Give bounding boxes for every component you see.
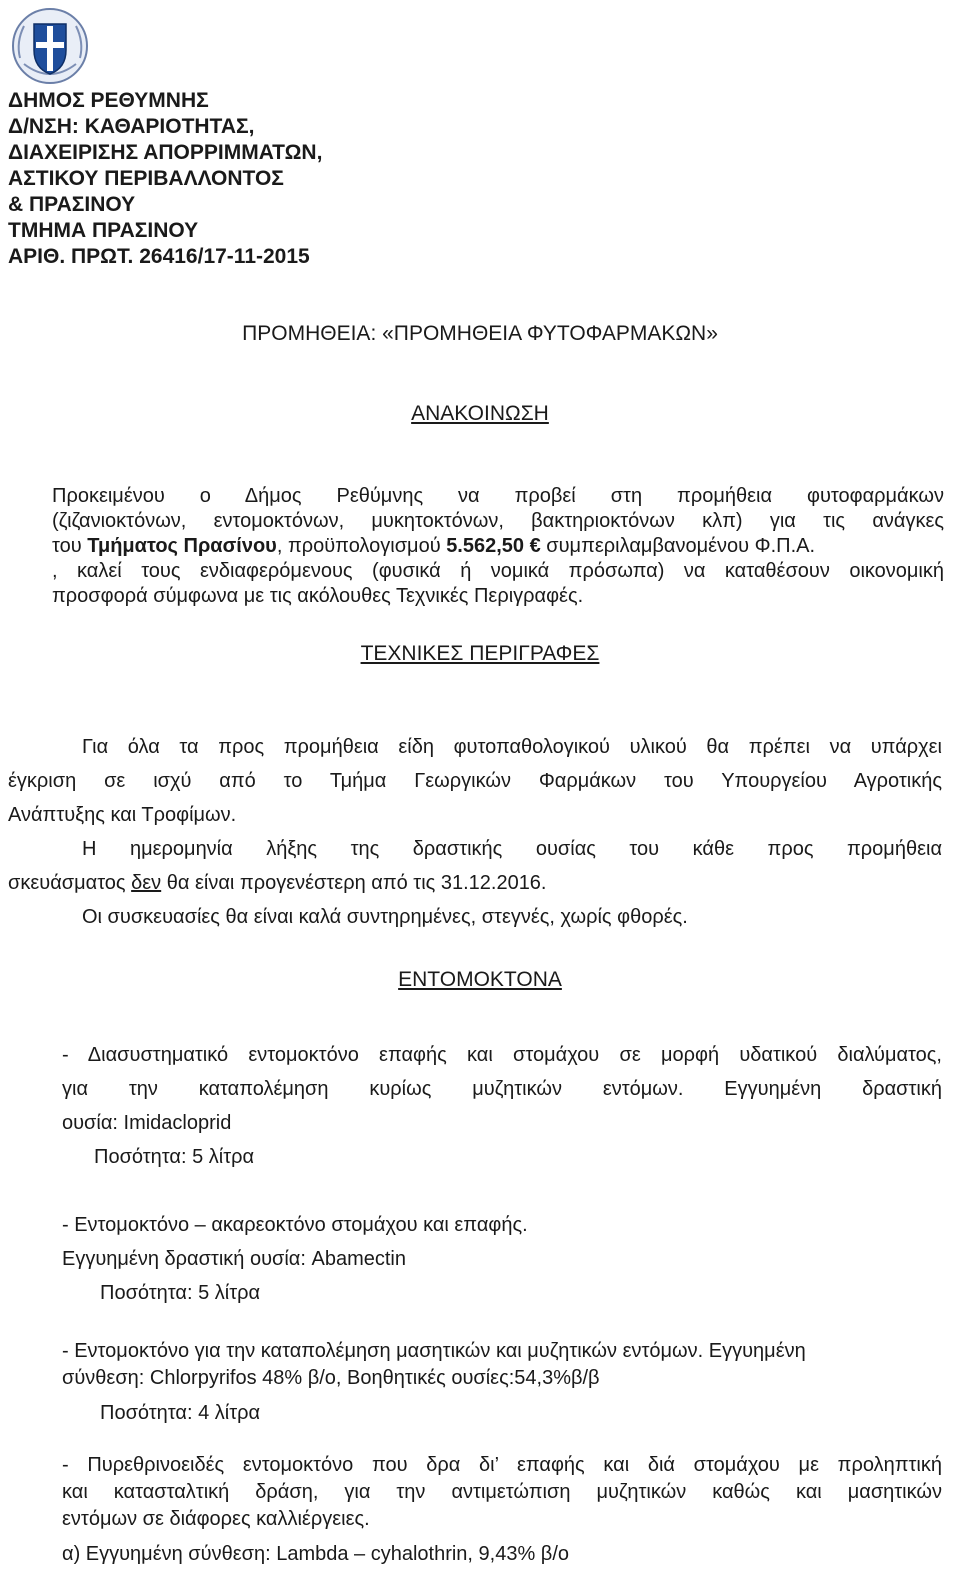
insecticide-item-4: - Πυρεθρινοειδές εντομοκτόνο που δρα δι’ επαφής και διά στομάχου με προληπτική και κατασταλτική δράση, για την αντιμετώπιση μυζητικών καθώς και μασητικών εντόμων σε διάφορες καλλιέργειες. α) Εγγυημένη σύνθεση: Lambda – cyhalothrin, 9,43% β/ο — [62, 1454, 942, 1565]
insecticide-item-2: - Εντομοκτόνο – ακαρεοκτόνο στομάχου και επαφής. Εγγυημένη δραστική ουσία: Abamectin Ποσότητα: 5 λίτρα — [62, 1208, 942, 1310]
header-line-department: ΤΜΗΜΑ ΠΡΑΣΙΝΟΥ — [8, 219, 199, 242]
quantity: Ποσότητα: 5 λίτρα — [94, 1146, 255, 1168]
quantity: Ποσότητα: 4 λίτρα — [100, 1402, 261, 1424]
header-line-green: & ΠΡΑΣΙΝΟΥ — [8, 193, 136, 216]
technical-descriptions-title: ΤΕΧΝΙΚΕΣ ΠΕΡΙΓΡΑΦΕΣ — [360, 642, 600, 665]
protocol-number: ΑΡΙΘ. ΠΡΩΤ. 26416/17-11-2015 — [8, 245, 310, 268]
technical-descriptions-body: Για όλα τα προς προμήθεια είδη φυτοπαθολογικού υλικού θα πρέπει να υπάρχει έγκριση σε ισχύ από το Τμήμα Γεωργικών Φαρμάκων του Υπουργείου Αγροτικής Ανάπτυξης και Τροφίμων. Η ημερομηνία λήξης της δραστικής ουσίας του κάθε προς προμήθεια σκευάσματος δεν θα είναι προγενέστερη από τις 31.12.2016. Οι συσκευασίες θα είναι καλά συντηρημένες, στεγνές, χωρίς φθορές. — [8, 736, 942, 928]
insecticide-item-3: - Εντομοκτόνο για την καταπολέμηση μασητικών και μυζητικών εντόμων. Εγγυημένη σύνθεση: Chlorpyrifos 48% β/ο, Βοηθητικές ουσίες:54,3%β/β Ποσότητα: 4 λίτρα — [62, 1338, 942, 1427]
header-line-waste: ΔΙΑΧΕΙΡΙΣΗΣ ΑΠΟΡΡΙΜΜΑΤΩΝ, — [8, 141, 323, 164]
intro-paragraph: Προκειμένου ο Δήμος Ρεθύμνης να προβεί στη προμήθεια φυτοφαρμάκων (ζιζανιοκτόνων, εντομοκτόνων, μυκητοκτόνων, βακτηριοκτόνων κλπ) για τις ανάγκες του Τμήματος Πρασίνου, προϋπολογισμού 5.562,50 € συμπεριλαμβανομένου Φ.Π.Α. , καλεί τους ενδιαφερόμενους (φυσικά ή νομικά πρόσωπα) να καταθέσουν οικονομική προσφορά σύμφωνα με τις ακόλουθες Τεχνικές Περιγραφές. — [52, 485, 944, 607]
quantity: Ποσότητα: 5 λίτρα — [100, 1282, 261, 1304]
issuer-header — [8, 88, 322, 270]
header-line-municipality: ΔΗΜΟΣ ΡΕΘΥΜΝΗΣ — [8, 89, 209, 112]
header-line-directorate: Δ/ΝΣΗ: ΚΑΘΑΡΙΟΤΗΤΑΣ, — [8, 115, 255, 138]
header-line-environment: ΑΣΤΙΚΟΥ ΠΕΡΙΒΑΛΛΟΝΤΟΣ — [8, 167, 284, 190]
insecticide-item-1: - Διασυστηματικό εντομοκτόνο επαφής και στομάχου σε μορφή υδατικού διαλύματος, για την καταπολέμηση κυρίως μυζητικών εντόμων. Εγγυημένη δραστική ουσία: Imidacloprid Ποσότητα: 5 λίτρα — [62, 1038, 942, 1174]
greek-coat-of-arms-icon — [10, 6, 90, 86]
insecticides-title: ΕΝΤΟΜΟΚΤΟΝΑ — [398, 968, 562, 991]
announcement-title: ΑΝΑΚΟΙΝΩΣΗ — [411, 402, 549, 425]
supply-title: ΠΡΟΜΗΘΕΙΑ: «ΠΡΟΜΗΘΕΙΑ ΦΥΤΟΦΑΡΜΑΚΩΝ» — [242, 322, 718, 345]
